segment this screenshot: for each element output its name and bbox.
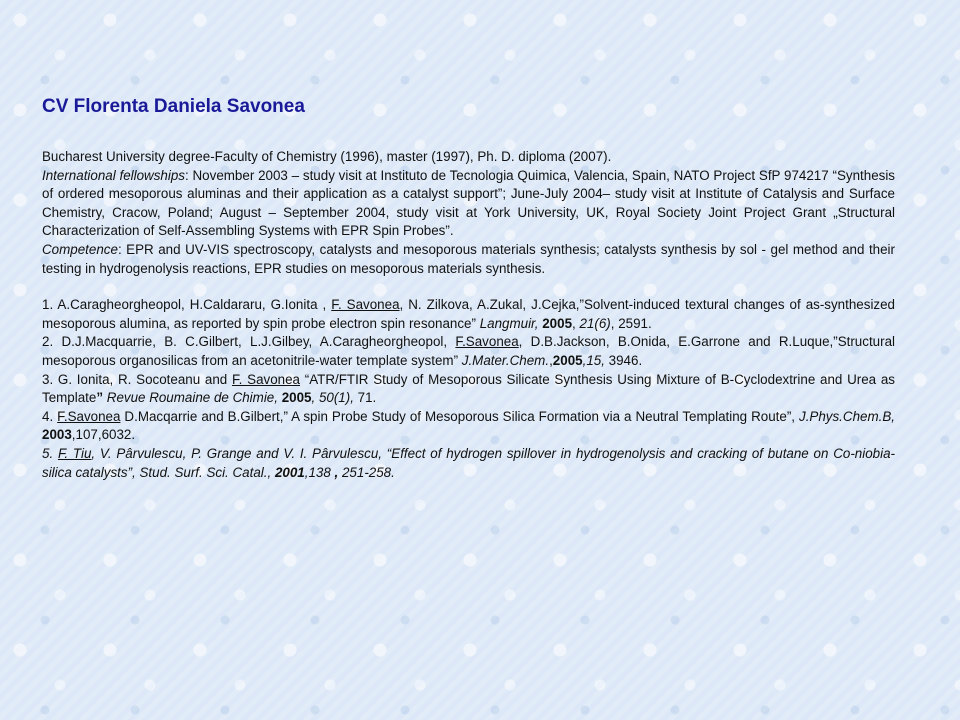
pub2-year: 2005 — [552, 352, 583, 368]
pub2-authors: 2. D.J.Macquarrie, B. C.Gilbert, L.J.Gilbey, A.Caragheorgheopol, — [42, 334, 456, 350]
pub5-volume: ,138 — [304, 464, 335, 480]
pub5-year: 2001 — [274, 464, 305, 480]
pub1-authors: 1. A.Caragheorgheopol, H.Caldararu, G.Ionita , — [42, 297, 332, 313]
publication-item-1: 1. A.Caragheorgheopol, H.Caldararu, G.Ionita , F. Savonea, N. Zilkova, A.Zukal, J.Cejka,”Solvent-induced textural changes of as-synthesized mesoporous alumina, as reported by spin probe electron spin resonance” Langmuir, 2005, 21(6), 2591. — [42, 297, 896, 331]
pub5-sep: , — [334, 464, 339, 480]
pub4-title: D.Macqarrie and B.Gilbert,” A spin Probe Study of Mesoporous Silica Formation via a Neutral Templating Route”, — [120, 408, 799, 424]
publication-list — [42, 296, 895, 482]
pub3-author-highlight: F. Savonea — [231, 371, 301, 387]
pub1-volume: 21(6) — [579, 315, 611, 331]
pub4-pages: ,107,6032. — [71, 427, 136, 443]
pub5-author-highlight: F. Tiu — [57, 445, 92, 461]
pub3-title: “ATR/FTIR Study of Mesoporous Silicate Synthesis Using Mixture of Β-Cyclodextrine and Urea as Template — [42, 371, 895, 406]
pub2-author-highlight: F.Savonea — [455, 334, 519, 350]
pub4-year: 2003 — [42, 427, 72, 443]
cv-summary — [42, 148, 895, 278]
publication-item-5 — [42, 445, 895, 482]
pub1-title: , N. Zilkova, A.Zukal, J.Cejka,”Solvent-induced textural changes of as-synthesized mesoporous alumina, as reported by spin probe electron spin resonance” — [42, 297, 896, 331]
pub4-author-highlight: F.Savonea — [57, 408, 121, 424]
publication-item-4 — [42, 408, 895, 445]
education-line: Bucharest University degree-Faculty of Chemistry (1996), master (1997), Ph. D. diploma (2007). — [42, 149, 612, 164]
competence-label: Competence — [42, 241, 118, 257]
page-title: CV Florenta Daniela Savonea — [42, 96, 305, 117]
pub4-number: 4. — [42, 408, 58, 424]
pub5-title: , V. Pârvulescu, P. Grange and V. I. Pârvulescu, “Effect of hydrogen spillover in hydrogenolysis and cracking of butane on Co-niobia-silica catalysts”, Stud. Surf. Sci. Catal., — [42, 445, 895, 480]
competence-text: : EPR and UV-VIS spectroscopy, catalysts and mesoporous materials synthesis; catalysts synthesis by sol - gel method and their testing in hydrogenolysis reactions, EPR studies on mesoporous materials synthesis. — [42, 241, 895, 276]
cv-slide — [42, 96, 895, 482]
pub2-sep: , — [549, 352, 553, 368]
publication-item-3 — [42, 371, 895, 408]
pub3-closequote: ” — [96, 390, 104, 406]
fellowships-label: International fellowships — [42, 167, 185, 183]
pub2-title: , D.B.Jackson, B.Onida, E.Garrone and R.Luque,”Structural mesoporous organosilicas from an acetonitrile-water template system” — [42, 334, 896, 368]
fellowships-text: : November 2003 – study visit at Instituto de Tecnologia Quimica, Valencia, Spain, NATO Project SfP 974217 “Synthesis of ordered mesoporous aluminas and their application as a catalyst support”; June-July 2004– study visit at Institute of Catalysis and Surface Chemistry, Cracow, Poland; August – September 2004, study visit at York University, UK, Royal Society Joint Project Grant „Structural Characterization of Self-Assembling Systems with EPR Spin Probes”. — [42, 167, 896, 239]
pub5-number: 5. — [42, 445, 58, 461]
pub3-authors: 3. G. Ionita, R. Socoteanu and — [42, 371, 232, 387]
pub1-author-highlight: F. Savonea — [331, 297, 400, 313]
pub3-journal: Revue Roumaine de Chimie, — [103, 390, 278, 406]
pub2-journal: J.Mater.Chem. — [461, 352, 550, 368]
fellowships-paragraph — [42, 167, 895, 241]
publication-item-2 — [42, 333, 895, 370]
pub4-journal: J.Phys.Chem.B, — [799, 408, 895, 424]
pub1-journal: Langmuir, — [479, 315, 539, 331]
competence-paragraph — [42, 241, 895, 278]
pub3-year: 2005 — [281, 390, 312, 406]
pub5-pages: 251-258. — [338, 464, 395, 480]
pub2-pages: 3946. — [604, 352, 643, 368]
pub2-volume: ,15, — [582, 352, 605, 368]
pub1-pages: , 2591. — [610, 315, 652, 331]
section-gap — [42, 278, 895, 296]
pub3-volume: , 50(1), — [311, 390, 354, 406]
pub3-pages: 71. — [353, 390, 377, 406]
pub1-year: 2005 — [542, 315, 573, 331]
